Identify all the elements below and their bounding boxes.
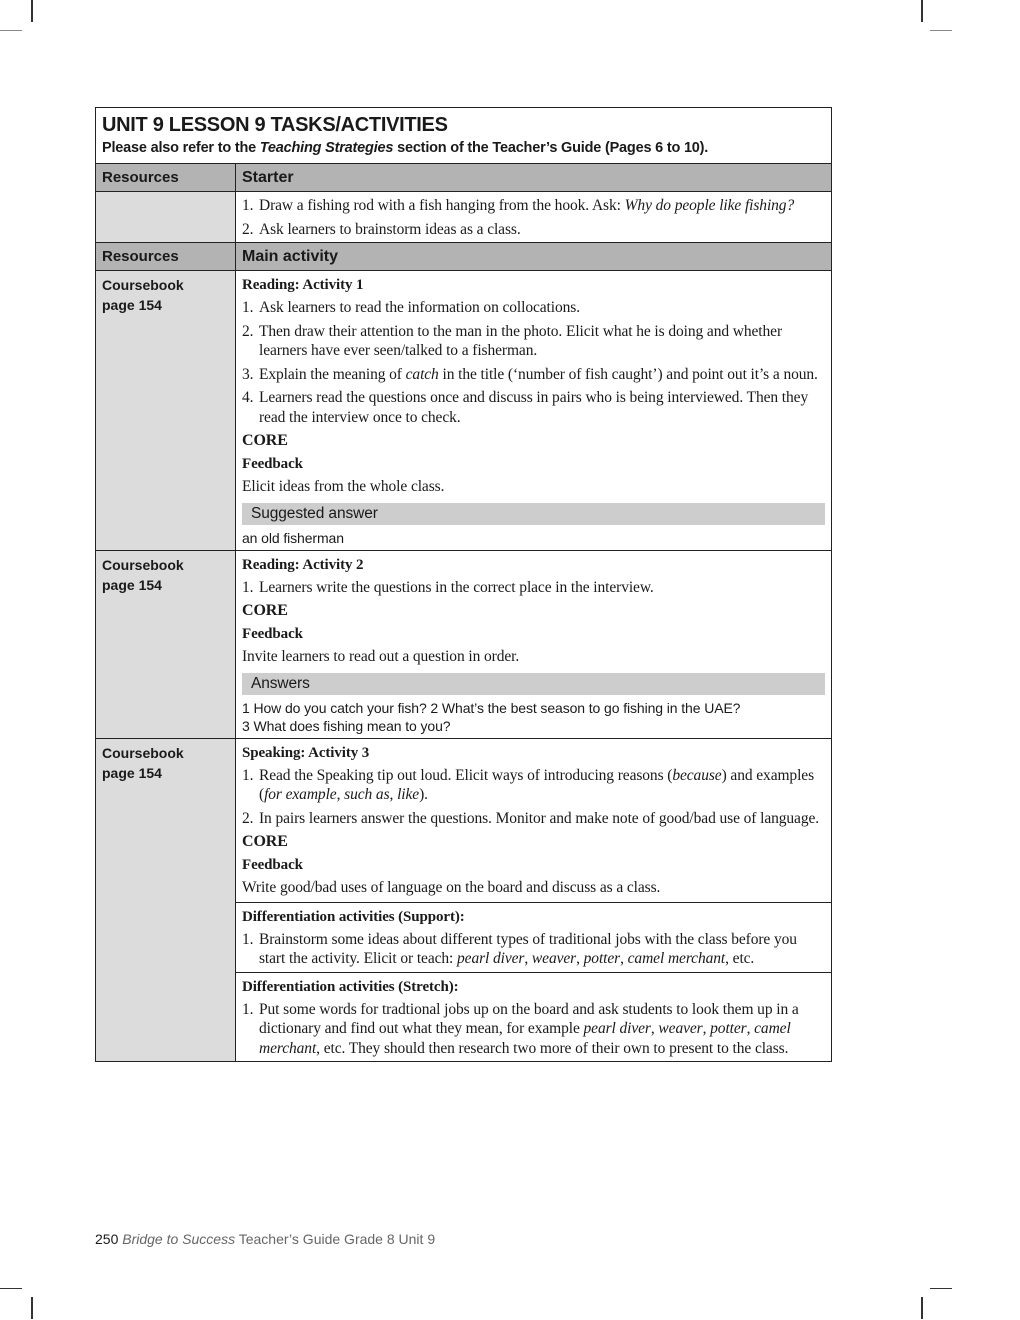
support-block (236, 902, 831, 972)
item-number: 4. (242, 389, 254, 406)
activity-title: Speaking: Activity 3 (242, 744, 370, 761)
text: , (389, 786, 398, 803)
feedback-text: Elicit ideas from the whole class. (242, 478, 445, 495)
italic-text: for example (264, 786, 337, 803)
stretch-block (236, 972, 831, 1062)
feedback-text: Invite learners to read out a question in order. (242, 648, 520, 665)
page-title: UNIT 9 LESSON 9 TASKS/ACTIVITIES (102, 114, 448, 136)
starter-row (96, 192, 831, 243)
item-number: 2. (242, 220, 254, 238)
page-footer (95, 1231, 435, 1247)
item-text (259, 365, 825, 385)
activity-row-2 (96, 551, 831, 739)
starter-header-row (96, 164, 831, 192)
list-item (242, 766, 825, 805)
crop-mark (930, 1288, 952, 1289)
list-item (242, 322, 825, 361)
main-header-row (96, 243, 831, 271)
resources-cell (96, 551, 236, 738)
page-number: 250 (95, 1231, 119, 1247)
book-title: Bridge to Success (122, 1231, 236, 1247)
italic-text: catch (405, 365, 439, 383)
italic-text: such as (344, 786, 390, 803)
resource-page: page 154 (102, 576, 162, 593)
list-item (242, 388, 825, 427)
list-item (242, 365, 825, 385)
answer-heading: Suggested answer (242, 503, 825, 525)
italic-text: pearl diver (583, 1020, 651, 1037)
feedback-label: Feedback (242, 857, 303, 873)
text: , etc. They should then research two more of their own to present to the class. (316, 1039, 789, 1057)
starter-content (236, 192, 831, 242)
item-text (259, 1000, 825, 1059)
resource-page: page 154 (102, 764, 162, 781)
text: , (524, 950, 532, 967)
item-number: 1. (242, 766, 254, 784)
resources-cell (96, 271, 236, 550)
resource-label: Coursebook (102, 556, 184, 573)
text: , (576, 950, 584, 967)
activity-row-3 (96, 739, 831, 1062)
item-text: Learners write the questions in the correct place in the interview. (259, 578, 654, 596)
list-item (242, 578, 825, 598)
list-item (242, 930, 825, 969)
text: , (746, 1020, 755, 1037)
text: ) and examples ( (259, 766, 815, 803)
resources-cell (96, 739, 236, 1062)
text: , (620, 950, 628, 967)
crop-mark (921, 1297, 923, 1319)
footer-text: Teacher’s Guide Grade 8 Unit 9 (235, 1231, 436, 1247)
subtitle-text: Please also refer to the (102, 140, 260, 156)
item-text: In pairs learners answer the questions. Monitor and make note of good/bad use of language. (259, 809, 820, 827)
text: Brainstorm some ideas about different types of traditional jobs with the class before you start the activity. Elicit or teach: (259, 930, 797, 967)
item-text: Ask learners to brainstorm ideas as a class. (259, 220, 521, 238)
stretch-title: Differentiation activities (Stretch): (242, 978, 459, 995)
text: in the title (‘number of fish caught’) and point out it’s a noun. (438, 365, 818, 383)
core-label: CORE (242, 602, 288, 619)
crop-mark (31, 0, 33, 22)
crop-mark (921, 0, 923, 22)
item-number: 1. (242, 930, 254, 948)
answer-text: 1 How do you catch your fish? 2 What’s the best season to go fishing in the UAE? (242, 699, 741, 716)
item-text: Then draw their attention to the man in the photo. Elicit what he is doing and whether learners have ever seen/talked to a fisherman. (259, 322, 783, 359)
feedback-text: Write good/bad uses of language on the board and discuss as a class. (242, 879, 661, 896)
text: , etc. (725, 950, 755, 967)
item-text (259, 930, 825, 969)
item-number: 3. (242, 365, 254, 383)
activity-title: Reading: Activity 2 (242, 556, 364, 573)
item-text: Ask learners to read the information on collocations. (259, 299, 580, 316)
feedback-label: Feedback (242, 456, 303, 472)
text: Explain the meaning of (259, 365, 406, 383)
answer-text: 3 What does fishing mean to you? (242, 717, 451, 734)
text: , (650, 1020, 659, 1037)
italic-text: camel merchant (259, 1020, 791, 1057)
item-text (259, 196, 825, 216)
activity-title: Reading: Activity 1 (242, 277, 364, 293)
text: , (336, 786, 345, 803)
item-number: 1. (242, 197, 254, 214)
list-item (242, 1000, 825, 1059)
lesson-table (95, 107, 832, 1062)
resources-header: Resources (96, 243, 236, 270)
list-item (242, 220, 825, 240)
italic-text: like (397, 786, 420, 803)
crop-mark (0, 1288, 22, 1289)
item-number: 1. (242, 578, 254, 596)
italic-text: potter (710, 1020, 747, 1037)
main-activity-heading: Main activity (236, 243, 831, 270)
italic-text: potter (583, 950, 621, 967)
core-label: CORE (242, 432, 288, 449)
answer-heading: Answers (242, 673, 825, 695)
title-block (96, 108, 831, 164)
italic-text: camel merchant (627, 950, 726, 967)
item-number: 2. (242, 809, 254, 827)
resource-label: Coursebook (102, 744, 184, 761)
activity-row-1 (96, 271, 831, 551)
activity-content (236, 271, 831, 550)
support-title: Differentiation activities (Support): (242, 908, 465, 925)
resources-header: Resources (96, 164, 236, 191)
subtitle-text: section of the Teacher’s Guide (Pages 6 to 10). (393, 140, 709, 156)
italic-text: Why do people like fishing? (624, 197, 795, 214)
feedback-label: Feedback (242, 626, 303, 642)
resource-page: page 154 (102, 297, 162, 313)
resources-cell (96, 192, 236, 242)
item-number: 1. (242, 299, 254, 316)
list-item (242, 196, 825, 216)
crop-mark (31, 1297, 33, 1319)
text: Put some words for tradtional jobs up on the board and ask students to look them up in a dictionary and find out what they mean, for example (259, 1000, 799, 1037)
italic-text: weaver (531, 950, 577, 967)
page-subtitle (102, 138, 825, 158)
answer-text: an old fisherman (242, 529, 344, 546)
item-text (259, 766, 825, 805)
core-label: CORE (242, 833, 288, 850)
activity-content (236, 551, 831, 738)
resource-label: Coursebook (102, 277, 184, 293)
text: Draw a fishing rod with a fish hanging from the hook. Ask: (259, 197, 625, 214)
item-number: 1. (242, 1000, 254, 1018)
crop-mark (0, 30, 22, 31)
list-item (242, 809, 825, 829)
italic-text: because (672, 766, 722, 784)
item-text: Learners read the questions once and discuss in pairs who is being interviewed. Then they read the interview once to check. (259, 389, 809, 426)
text: Read the Speaking tip out loud. Elicit ways of introducing reasons ( (259, 766, 673, 784)
italic-text: weaver (658, 1020, 703, 1037)
italic-text: pearl diver (457, 950, 525, 967)
starter-heading: Starter (236, 164, 831, 191)
text: , (702, 1020, 711, 1037)
activity-content (236, 739, 831, 1062)
list-item (242, 298, 825, 318)
item-number: 2. (242, 322, 254, 340)
crop-mark (930, 30, 952, 31)
text: ). (419, 786, 428, 803)
subtitle-italic: Teaching Strategies (259, 140, 394, 156)
